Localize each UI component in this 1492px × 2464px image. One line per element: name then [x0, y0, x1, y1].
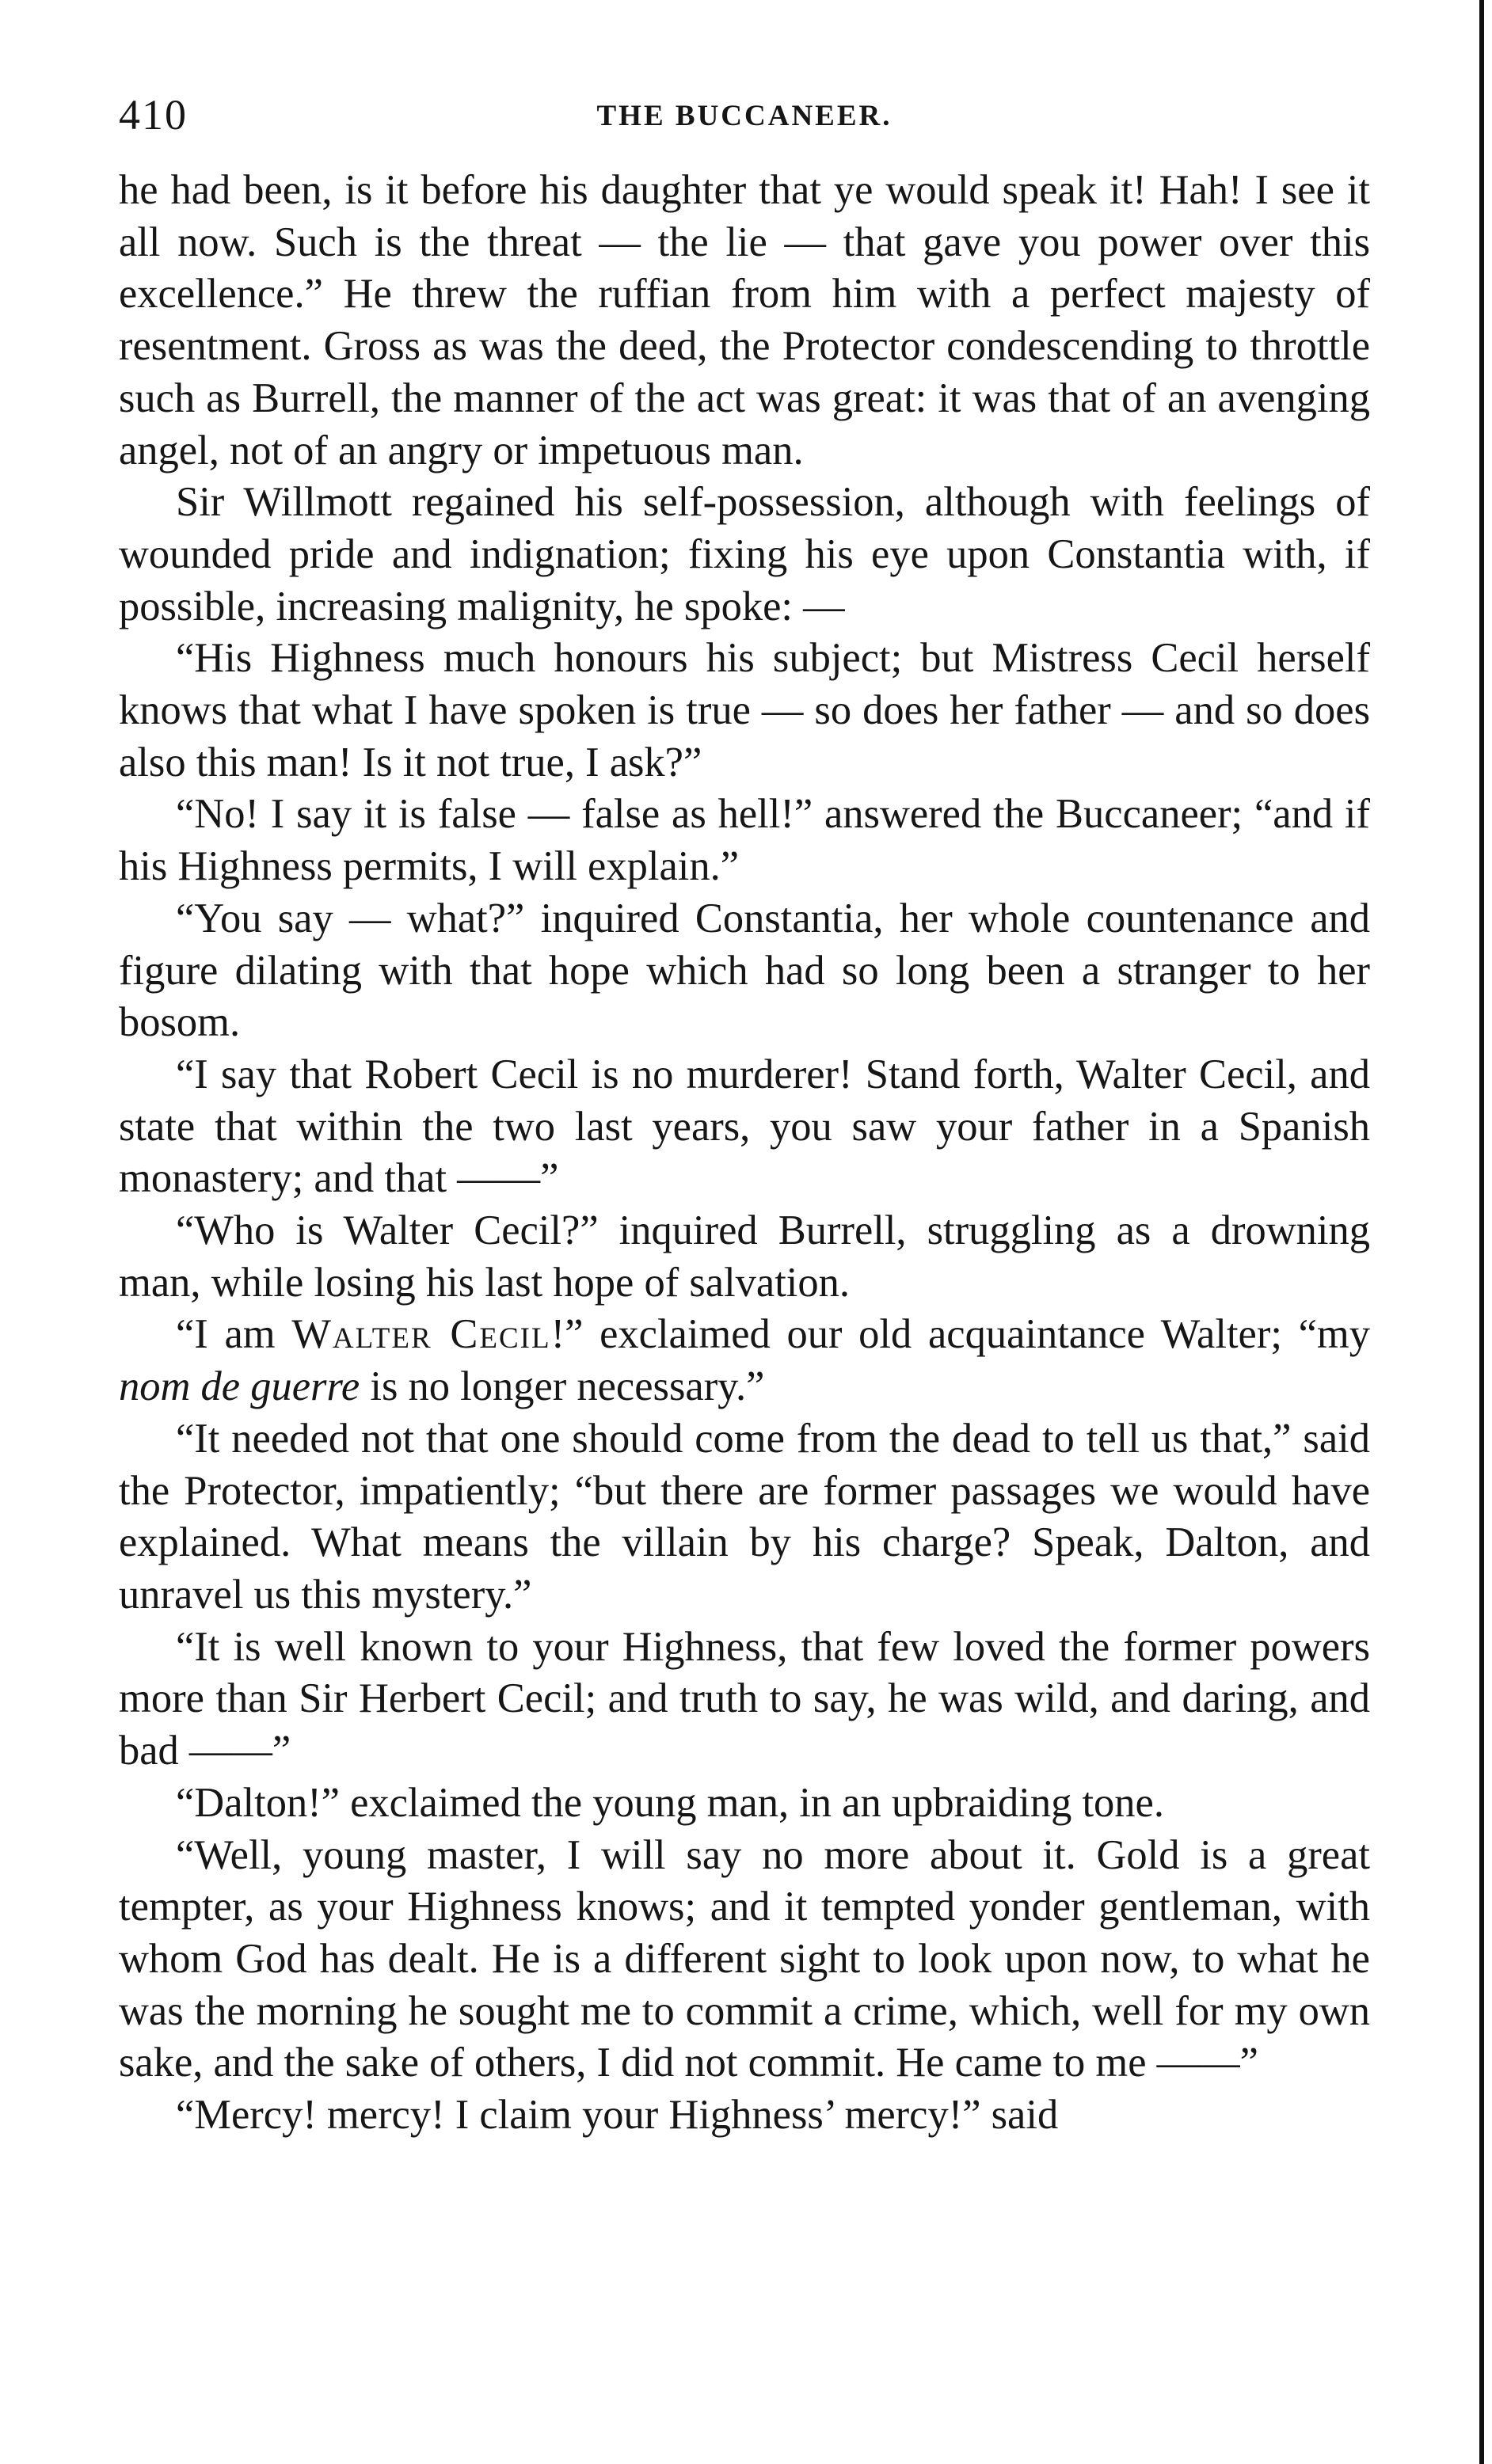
italic-phrase: nom de guerre: [119, 1363, 360, 1410]
paragraph: “Who is Walter Cecil?” inquired Burrell, struggling as a drowning man, while losing his last hope of salvation.: [119, 1207, 1370, 1306]
small-caps-name: Walter Cecil: [291, 1311, 551, 1358]
paragraph: he had been, is it before his daughter that ye would speak it! Hah! I see it all now. Such is the threat — the lie — that gave you power over this excellence.” He threw the ruffian from him with a perfect majesty of resentment. Gross as was the deed, the Protector condescending to throttle such as Burrell, the manner of the act was great: it was that of an avenging angel, not of an angry or impetuous man.: [119, 167, 1370, 473]
text-run: is no longer necessary.”: [360, 1363, 765, 1410]
paragraph: “Dalton!” exclaimed the young man, in an upbraiding tone.: [176, 1779, 1164, 1826]
paragraph: “Mercy! mercy! I claim your Highness’ mercy!” said: [176, 2092, 1059, 2139]
paragraph: “You say — what?” inquired Constantia, her whole countenance and figure dilating with that hope which had so long been a stranger to her bosom.: [119, 895, 1370, 1046]
paragraph: “I say that Robert Cecil is no murderer! Stand forth, Walter Cecil, and state that within the two last years, you saw your father in a Spanish monastery; and that ——”: [119, 1051, 1370, 1202]
paragraph: Sir Willmott regained his self-possession, although with feelings of wounded pride and indignation; fixing his eye upon Constantia with, if possible, increasing malignity, he spoke: —: [119, 479, 1370, 629]
running-title: THE BUCCANEER.: [596, 100, 893, 132]
page-edge-rule: [1479, 0, 1484, 2464]
paragraph: “It needed not that one should come from the dead to tell us that,” said the Protector, impatiently; “but there are former passages we would have explained. What means the villain by his charge? Speak, Dalton, and unravel us this mystery.”: [119, 1415, 1370, 1618]
body-text: [119, 165, 1370, 2142]
text-run: “I am: [176, 1311, 292, 1358]
paragraph: “Well, young master, I will say no more about it. Gold is a great tempter, as your Highness knows; and it tempted yonder gentleman, with whom God has dealt. He is a different sight to look upon now, to what he was the morning he sought me to commit a crime, which, well for my own sake, and the sake of others, I did not commit. He came to me ——”: [119, 1831, 1370, 2086]
paragraph: “His Highness much honours his subject; but Mistress Cecil herself knows that what I have spoken is true — so does her father — and so does also this man! Is it not true, I ask?”: [119, 635, 1370, 785]
paragraph: “No! I say it is false — false as hell!” answered the Buccaneer; “and if his Highness permits, I will explain.”: [119, 791, 1370, 890]
page-number: 410: [119, 91, 188, 139]
paragraph: [119, 1309, 1370, 1413]
paragraph: “It is well known to your Highness, that few loved the former powers more than Sir Herbert Cecil; and truth to say, he was wild, and daring, and bad ——”: [119, 1623, 1370, 1774]
page-header: [119, 89, 1370, 160]
book-page: [119, 89, 1370, 2142]
text-run: !” exclaimed our old acquaintance Walter; “my: [550, 1311, 1370, 1358]
